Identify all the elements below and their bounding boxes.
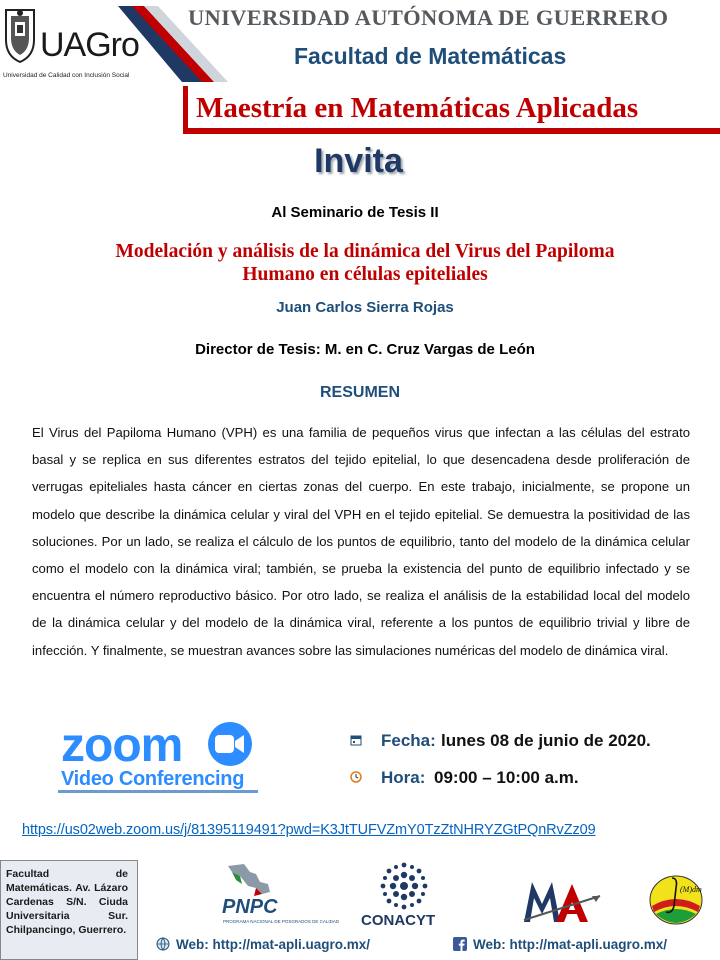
time-label: Hora: [381, 768, 426, 787]
talk-title-line-2: Humano en células epiteliales [242, 264, 488, 285]
pnpc-logo [216, 862, 340, 928]
calendar-icon [350, 734, 362, 746]
conacyt-wordmark: CONACYT [361, 912, 436, 929]
date-value: lunes 08 de junio de 2020. [441, 731, 651, 750]
author-name: Juan Carlos Sierra Rojas [276, 299, 454, 316]
invite-heading: Invita [314, 142, 403, 180]
conacyt-logo [356, 862, 452, 930]
talk-title [40, 240, 690, 286]
uagro-wordmark: UAGro [40, 26, 139, 64]
address-text: Facultad de Matemáticas. Av. Lázaro Cardenas S/N. Ciuda Universitaria Sur. Chilpancingo, Guerrero. [6, 868, 128, 936]
website-link-2[interactable] [453, 937, 667, 952]
facebook-icon [453, 937, 467, 951]
website-link-1-text: Web: http://mat-apli.uagro.mx/ [176, 937, 371, 952]
seminar-label: Al Seminario de Tesis II [271, 204, 439, 221]
zoom-subtitle: Video Conferencing [61, 768, 245, 790]
website-link-2-text: Web: http://mat-apli.uagro.mx/ [473, 937, 668, 952]
conacyt-dots-icon [356, 862, 452, 912]
uagro-seal-icon [2, 6, 38, 66]
address-box [0, 860, 138, 960]
talk-title-line-1: Modelación y análisis de la dinámica del Virus del Papiloma [115, 241, 615, 262]
website-link-1[interactable] [156, 937, 370, 952]
pnpc-subtitle: PROGRAMA NACIONAL DE POSGRADOS DE CALIDAD [223, 919, 340, 924]
fm-logo-icon [648, 872, 704, 926]
abstract-heading: RESUMEN [319, 384, 400, 401]
uagro-tagline: Universidad de Calidad con Inclusión Social [3, 72, 130, 79]
date-label: Fecha: [381, 731, 436, 750]
pnpc-wordmark: PNPC [222, 896, 278, 918]
ma-logo-icon [522, 876, 602, 926]
pnpc-mexico-map-icon [226, 862, 272, 898]
svg-text:(M)dm: (M)dm [680, 885, 702, 894]
zoom-logo [58, 718, 258, 796]
program-title: Maestría en Matemáticas Aplicadas [196, 92, 639, 124]
globe-icon [156, 937, 170, 951]
university-name: UNIVERSIDAD AUTÓNOMA DE GUERRERO [188, 5, 669, 30]
zoom-underline [58, 790, 258, 793]
clock-icon [350, 771, 362, 783]
zoom-wordmark: zoom [61, 719, 183, 772]
thesis-director: Director de Tesis: M. en C. Cruz Vargas de León [195, 341, 535, 358]
zoom-camera-icon [208, 722, 252, 766]
time-value: 09:00 – 10:00 a.m. [434, 768, 579, 787]
faculty-name: Facultad de Matemáticas [294, 43, 567, 69]
abstract-text: El Virus del Papiloma Humano (VPH) es una familia de pequeños virus que infectan a las células del estrato basal y se replica en sus diferentes estratos del tejido epitelial, lo que desencadena desde proliferación de verrugas epiteliales hasta cáncer en ciertas zonas del cuerpo. En este trabajo, inicialmente, se propone un modelo que describe la dinámica celular y viral del VPH en el tejido epitelial. Se demuestra la positividad de las soluciones. Por un lado, se realiza el cálculo de los puntos de equilibrio, tanto del modelo de la dinámica celular como el modelo con la dinámica viral; también, se prueba la existencia del punto de equilibrio infectado y se encuentra el número reproductivo básico. Por otro lado, se realiza el análisis de la estabilidad local del modelo de la dinámica celular y del modelo de la dinámica viral, referente a los puntos de equilibrio trivial y libre de infección. Y finalmente, se muestran avances sobre las simulaciones numéricas del modelo de dinámica viral. [32, 425, 690, 658]
zoom-meeting-link[interactable]: https://us02web.zoom.us/j/81395119491?pwd=K3JtTUFVZmY0TzZtNHRYZGtPQnRvZz09 [22, 822, 596, 838]
